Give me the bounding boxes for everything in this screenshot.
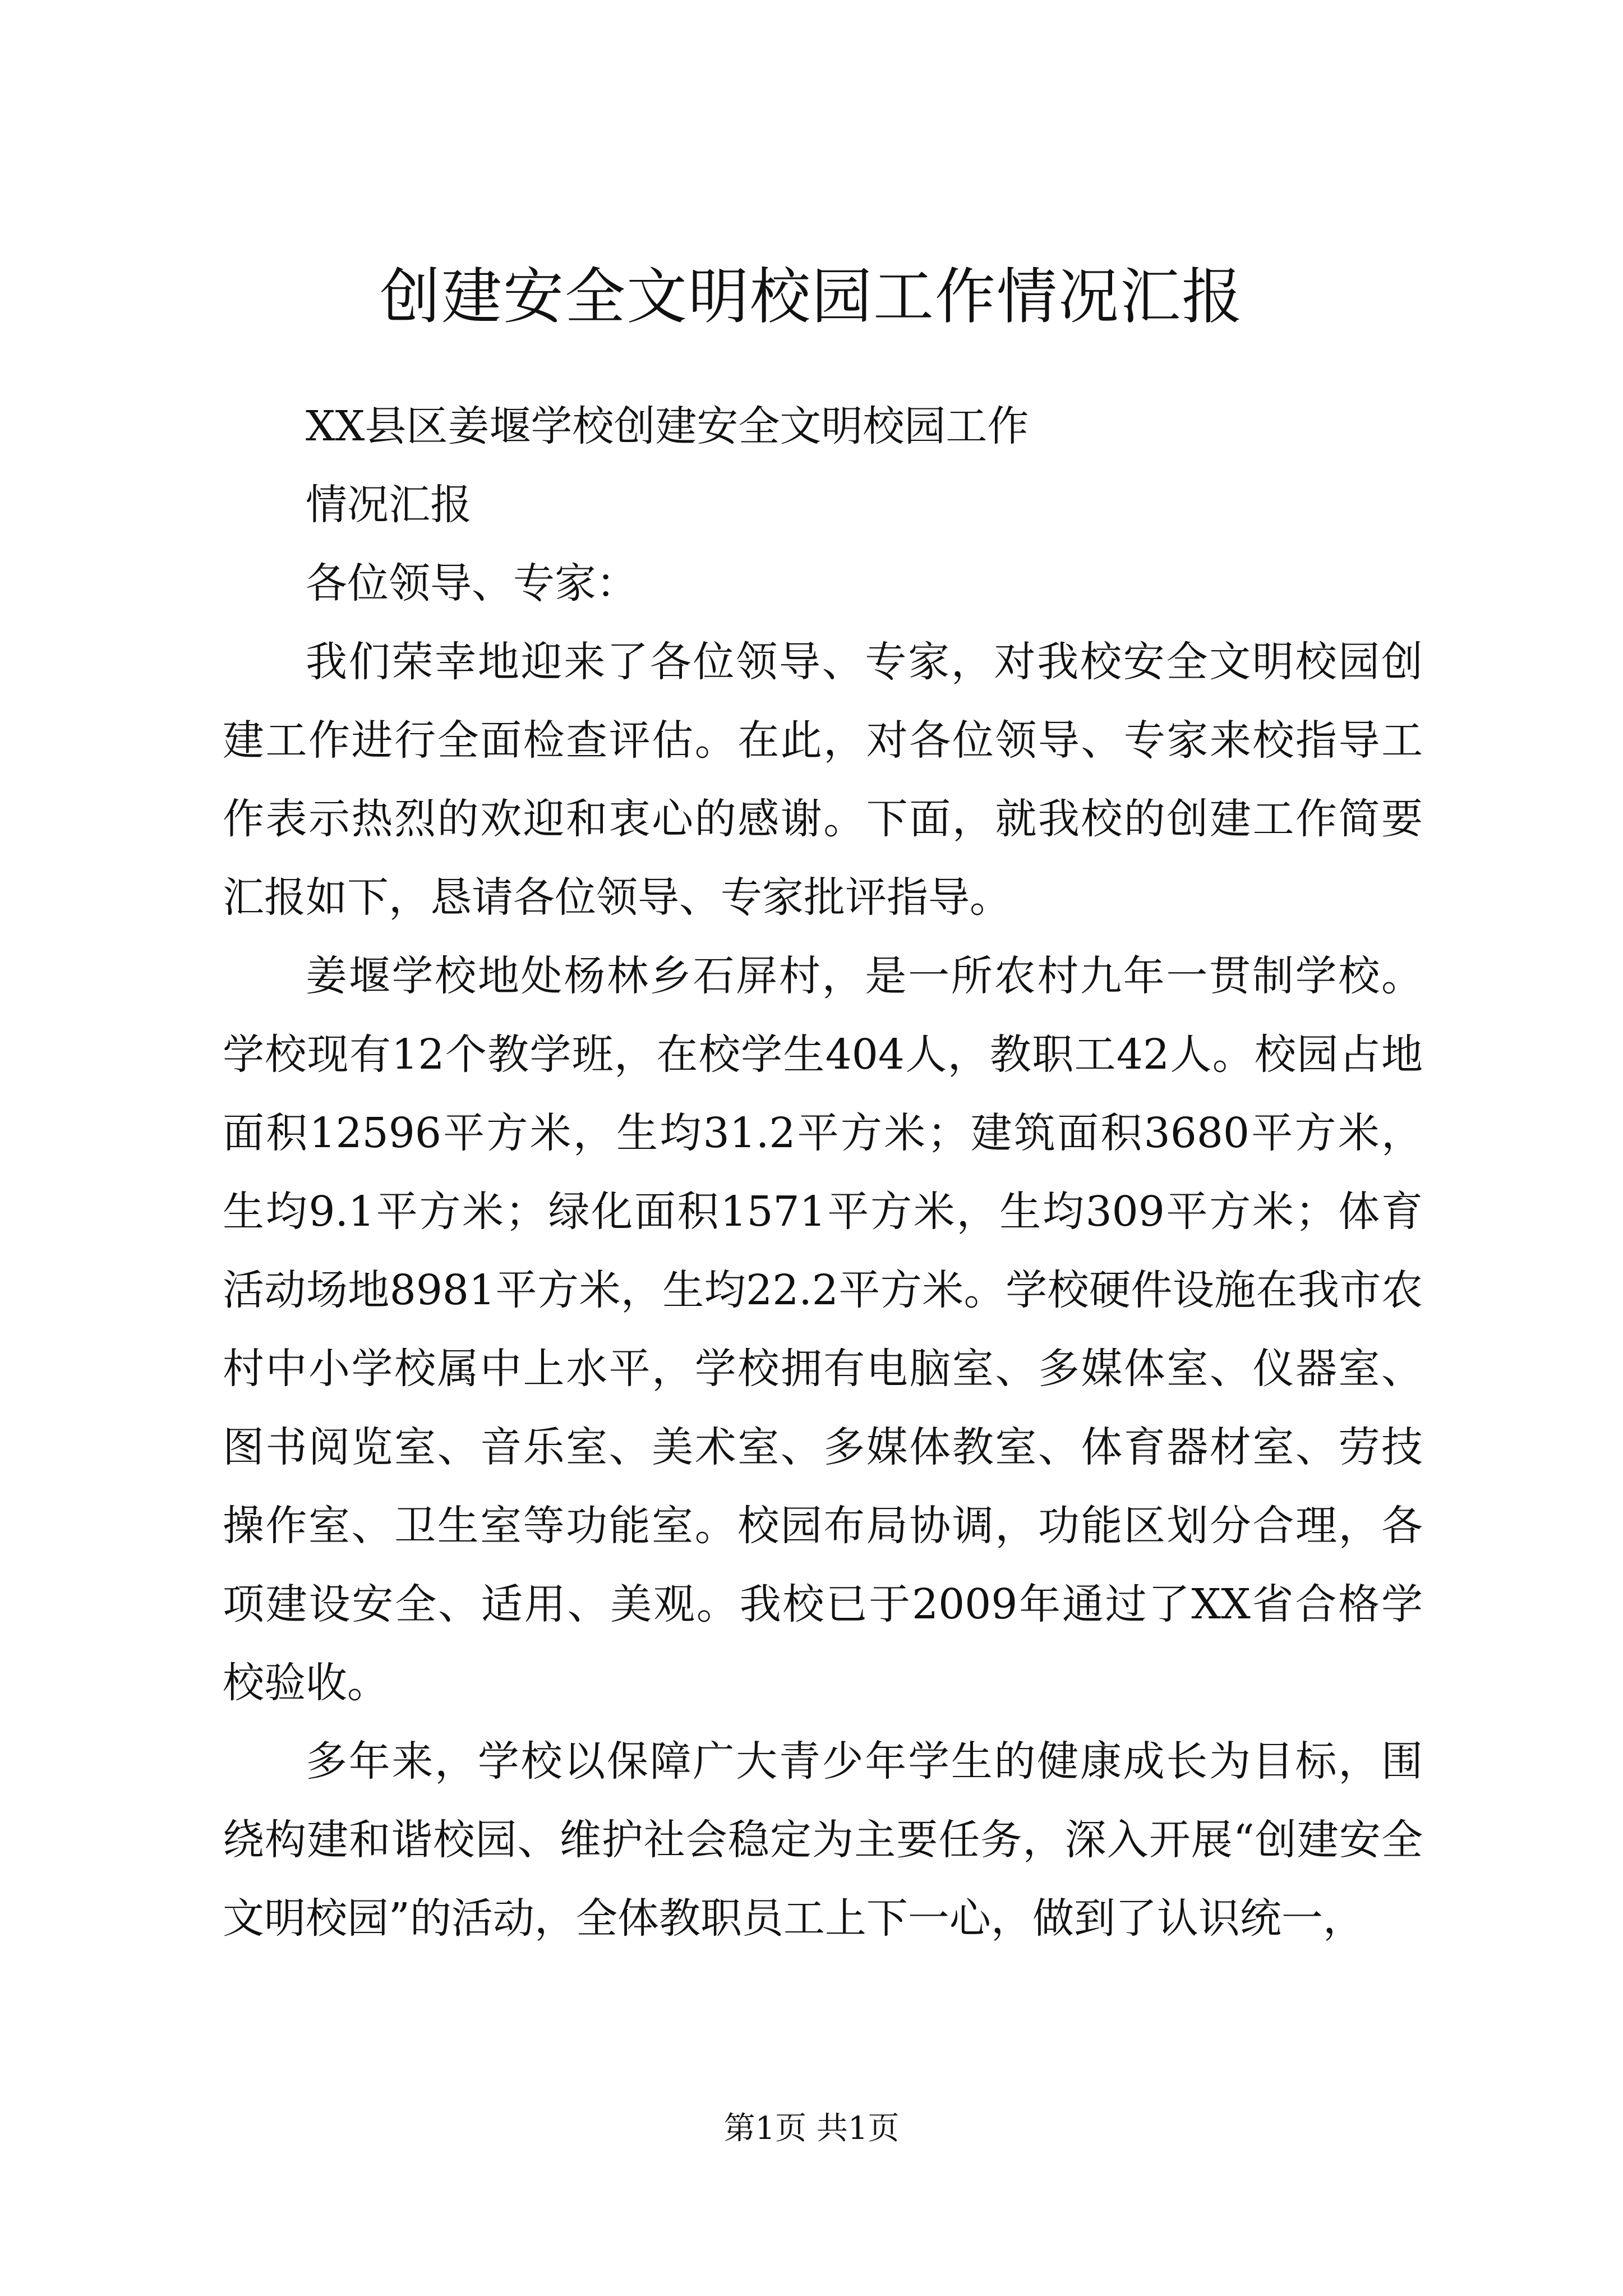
document-body — [223, 387, 1423, 1958]
page-number-footer: 第1页 共1页 — [723, 2110, 900, 2147]
paragraph-school-overview: 姜堰学校地处杨林乡石屏村，是一所农村九年一贯制学校。学校现有12个教学班，在校学生404人，教职工42人。校园占地面积12596平方米，生均31.2平方米；建筑面积3680平方米，生均9.1平方米；绿化面积1571平方米，生均309平方米；体育活动场地8981平方米，生均22.2平方米。学校硬件设施在我市农村中小学校属中上水平，学校拥有电脑室、多媒体室、仪器室、图书阅览室、音乐室、美术室、多媒体教室、体育器材室、劳技操作室、卫生室等功能室。校园布局协调，功能区划分合理，各项建设安全、适用、美观。我校已于2009年通过了XX省合格学校验收。 — [223, 952, 1423, 1707]
paragraph-safety-work: 多年来，学校以保障广大青少年学生的健康成长为目标，围绕构建和谐校园、维护社会稳定为主要任务，深入开展“创建安全文明校园”的活动，全体教职员工上下一心，做到了认识统一， — [223, 1737, 1423, 1943]
subtitle-line-1: XX县区姜堰学校创建安全文明校园工作 — [306, 402, 1029, 450]
document-title: 创建安全文明校园工作情况汇报 — [379, 262, 1243, 332]
subtitle-line-2: 情况汇报 — [306, 481, 472, 529]
salutation: 各位领导、专家： — [306, 559, 638, 608]
paragraph-intro: 我们荣幸地迎来了各位领导、专家，对我校安全文明校园创建工作进行全面检查评估。在此，对各位领导、专家来校指导工作表示热烈的欢迎和衷心的感谢。下面，就我校的创建工作简要汇报如下，恳请各位领导、专家批评指导。 — [223, 638, 1423, 922]
